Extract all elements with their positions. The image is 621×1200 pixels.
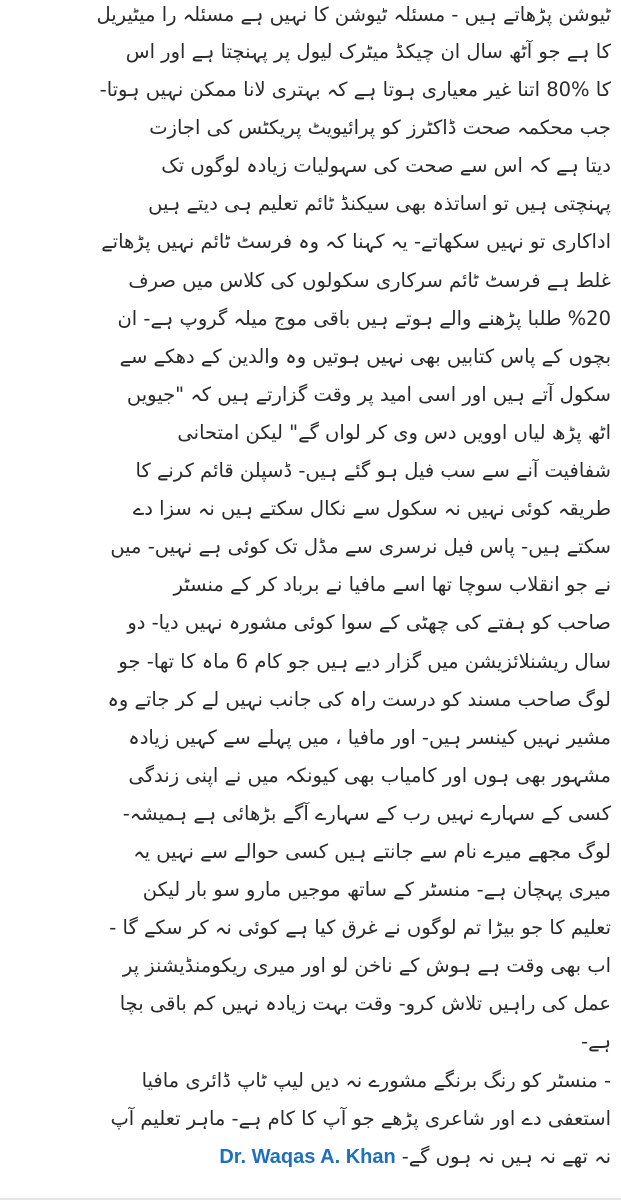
article-line: اٹھ پڑھ لیاں اوویں دس وی کر لواں گے" لیکن امتحانی — [177, 420, 611, 444]
article-final-line — [14, 1138, 611, 1176]
article-line: نہ تھے نہ ہیں نہ ہوں گے- — [401, 1144, 611, 1168]
article-line: %20 طلبا پڑھنے والے ہوتے ہیں باقی موج میلہ گروپ ہے- ان — [117, 306, 611, 330]
article-lines — [14, 0, 611, 1138]
article-line: طریقہ کوئی نہیں نہ سکول سے نکال سکتے ہیں نہ سزا دے — [132, 497, 611, 521]
article-line: سکتے ہیں- پاس فیل نرسری سے مڈل تک کوئی ہے نہیں- میں — [110, 535, 611, 559]
article-line: میری پہچان ہے- منسٹر کے ساتھ موجیں مارو سو بار لیکن — [142, 878, 611, 902]
article-line: مشیر نہیں کینسر ہیں- اور مافیا ، میں پہلے سے کہیں زیادہ — [128, 725, 611, 749]
article-line: کا ہے جو آٹھ سال ان چیکڈ میٹرک لیول پر پہنچتا ہے اور اس — [125, 40, 611, 63]
article-line: کا %80 اتنا غیر معیاری ہوتا ہے کہ بہتری لانا ممکن نہیں ہوتا- — [99, 78, 611, 102]
article-line: صاحب کو ہفتے کی چھٹی کے سوا کوئی مشورہ نہیں دیا- دو — [127, 611, 611, 635]
article-line: مشہور بھی ہوں اور کامیاب بھی کیونکہ میں نے اپنی زندگی — [128, 763, 611, 787]
article-line: سکول آتے ہیں اور اسی امید پر وقت گزارتے ہیں کہ "جیویں — [126, 382, 611, 406]
article-line: استعفی دے اور شاعری پڑھے جو آپ کا کام ہے- ماہر تعلیم آپ — [110, 1106, 611, 1130]
article-line: ہے- — [581, 1030, 611, 1054]
author-name[interactable]: Dr. Waqas A. Khan — [219, 1145, 396, 1168]
article-line: لوگ مجھے میرے نام سے جانتے ہیں کسی حوالے سے نہیں یہ — [133, 839, 611, 863]
article-line: بچوں کے پاس کتابیں بھی نہیں ہوتیں وہ والدین کے دھکے سے — [119, 344, 611, 368]
article-line: ٹیوشن پڑھاتے ہیں - مسئلہ ٹیوشن کا نہیں ہے مسئلہ را میٹیریل — [96, 3, 611, 26]
article-line: شفافیت آنے سے سب فیل ہو گئے ہیں- ڈسپلن قائم کرنے کا — [135, 459, 611, 483]
article-line: دیتا ہے کہ اس سے صحت کی سہولیات زیادہ لوگوں تک — [161, 154, 611, 178]
article-line: غلط ہے فرسٹ ٹائم سرکاری سکولوں کی کلاس میں صرف — [128, 268, 611, 292]
article-line: نے جو انقلاب سوچا تھا اسے مافیا نے برباد کر کے منسٹر — [173, 573, 611, 597]
article-line: سال ریشنلائزیشن میں گزار دیے ہیں جو کام 6 ماہ کا تھا- جو — [118, 649, 611, 673]
article-line: تعلیم کا جو بیڑا تم لوگوں نے غرق کیا ہے کوئی نہ کر سکے گا - — [109, 916, 611, 940]
article-line: لوگ صاحب مسند کو درست راہ کی جانب نہیں لے کر جاتے وہ — [107, 687, 611, 711]
article-line: اب بھی وقت ہے ہوش کے ناخن لو اور میری ریکومنڈیشنز پر — [122, 954, 611, 978]
article-line: عمل کی راہیں تلاش کرو- وقت بہت زیادہ نہیں کم باقی بچا — [119, 992, 611, 1016]
article-line: کسی کے سہارے نہیں رب کے سہارے آگے بڑھائی ہے ہمیشہ- — [122, 801, 611, 825]
article-line: جب محکمہ صحت ڈاکٹرز کو پرائیویٹ پریکٹس کی اجازت — [149, 116, 611, 140]
article-line: - منسٹر کو رنگ برنگے مشورے نہ دیں لیپ ٹاپ ڈائری مافیا — [141, 1068, 611, 1092]
article-line: پہنچتی ہیں تو اساتذہ بھی سیکنڈ ٹائم تعلیم ہی دیتے ہیں — [148, 192, 611, 216]
article-line: اداکاری تو نہیں سکھاتے- یہ کہنا کہ وہ فرسٹ ٹائم نہیں پڑھاتے — [101, 230, 611, 254]
